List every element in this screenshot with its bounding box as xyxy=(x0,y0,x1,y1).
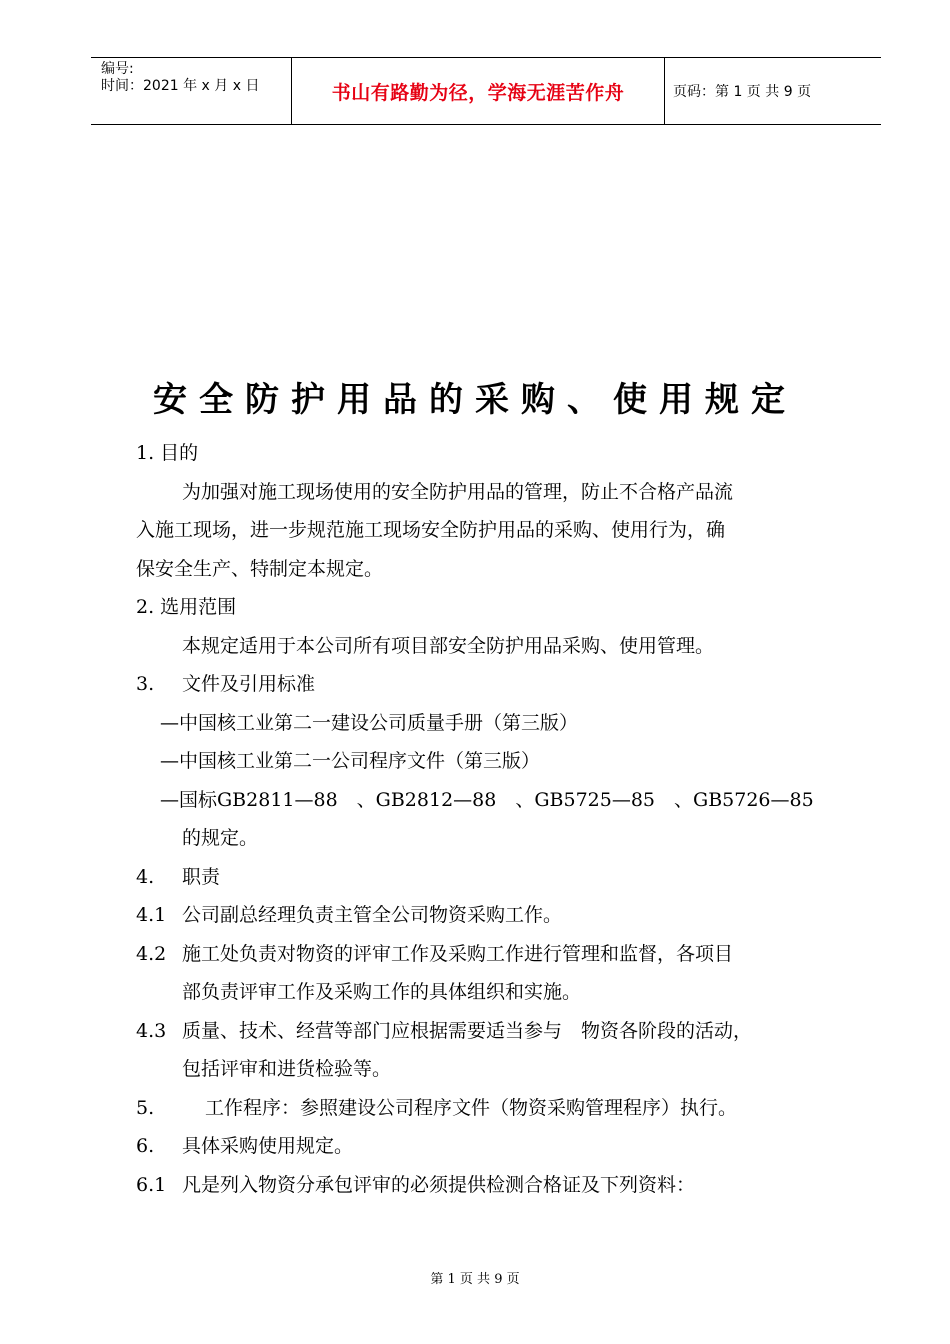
section-1-paragraph-line-1: 为加强对施工现场使用的安全防护用品的管理，防止不合格产品流 xyxy=(182,481,734,503)
section-4-1-number: 4.1 xyxy=(136,904,167,926)
time-label: 时间：2021 年 x 月 x 日 xyxy=(101,78,260,94)
section-3-heading: 文件及引用标准 xyxy=(182,673,316,695)
header-meta xyxy=(91,58,292,124)
reference-item-1: —中国核工业第二一建设公司质量手册（第三版） xyxy=(160,712,579,734)
header-motto: 书山有路勤为径，学海无涯苦作舟 xyxy=(292,58,665,124)
section-3-number: 3. xyxy=(136,673,155,695)
section-5-number: 5. xyxy=(136,1097,155,1119)
section-6-1-text: 凡是列入物资分承包评审的必须提供检测合格证及下列资料： xyxy=(182,1174,696,1196)
section-4-3-text-line-2: 包括评审和进货检验等。 xyxy=(182,1058,392,1080)
section-4-2-text-line-1: 施工处负责对物资的评审工作及采购工作进行管理和监督，各项目 xyxy=(182,943,734,965)
section-4-3-text-line-1: 质量、技术、经营等部门应根据需要适当参与 物资各阶段的活动， xyxy=(182,1020,753,1042)
reference-item-3-continued: 的规定。 xyxy=(182,827,259,849)
section-6-1-number: 6.1 xyxy=(136,1174,167,1196)
section-4-heading: 职责 xyxy=(182,866,221,888)
section-4-3-number: 4.3 xyxy=(136,1020,167,1042)
section-4-2-text-line-2: 部负责评审工作及采购工作的具体组织和实施。 xyxy=(182,981,582,1003)
section-1-paragraph-line-2: 入施工现场，进一步规范施工现场安全防护用品的采购、使用行为，确 xyxy=(136,519,726,541)
section-5-text: 工作程序：参照建设公司程序文件（物资采购管理程序）执行。 xyxy=(205,1097,738,1119)
section-2-paragraph: 本规定适用于本公司所有项目部安全防护用品采购、使用管理。 xyxy=(182,635,715,657)
reference-item-2: —中国核工业第二一公司程序文件（第三版） xyxy=(160,750,541,772)
number-label: 编号: xyxy=(101,61,134,77)
reference-item-3: —国标GB2811—88 、GB2812—88 、GB5725—85 、GB5726—85 xyxy=(160,789,814,811)
header-page-label: 页码：第 1 页 共 9 页 xyxy=(673,84,812,100)
section-4-1-text: 公司副总经理负责主管全公司物资采购工作。 xyxy=(182,904,563,926)
document-header xyxy=(91,57,881,125)
section-1-paragraph-line-3: 保安全生产、特制定本规定。 xyxy=(136,558,384,580)
section-4-2-number: 4.2 xyxy=(136,943,167,965)
document-title: 安全防护用品的采购、使用规定 xyxy=(153,380,797,420)
section-2-heading: 2. 选用范围 xyxy=(136,596,237,618)
section-6-number: 6. xyxy=(136,1135,155,1157)
page-footer: 第 1 页 共 9 页 xyxy=(430,1272,520,1287)
section-1-heading: 1. 目的 xyxy=(136,442,199,464)
section-6-text: 具体采购使用规定。 xyxy=(182,1135,354,1157)
section-4-number: 4. xyxy=(136,866,155,888)
